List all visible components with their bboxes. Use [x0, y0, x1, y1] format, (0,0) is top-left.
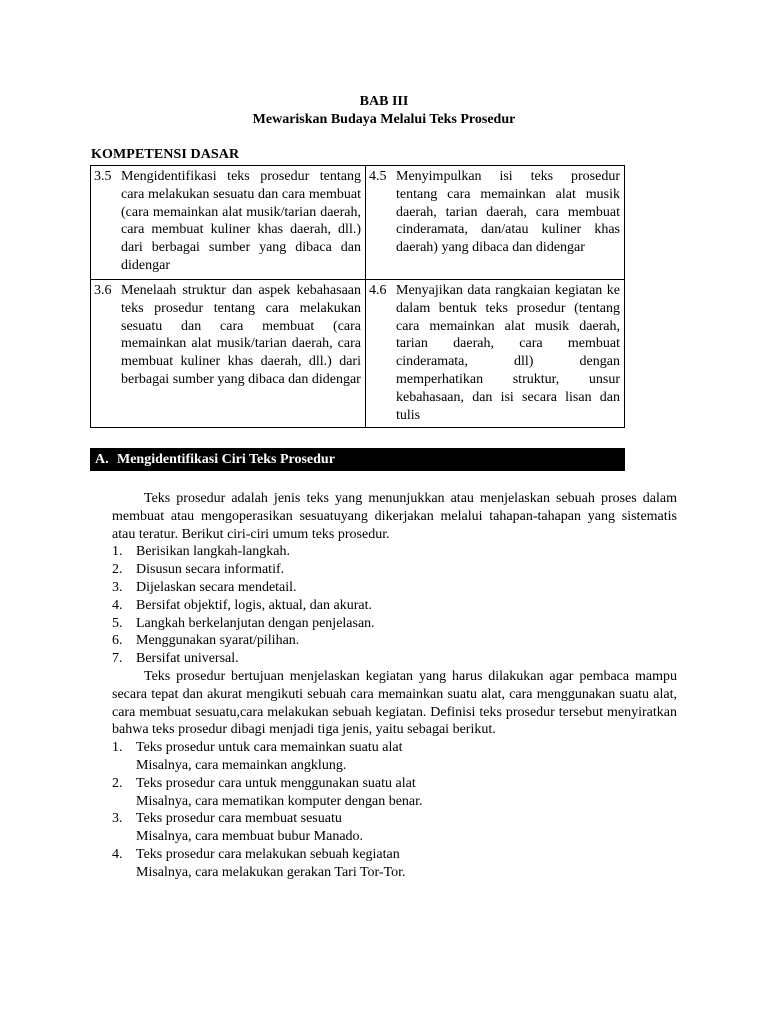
section-letter: A. [95, 451, 109, 467]
list-text: Dijelaskan secara mendetail. [136, 579, 297, 595]
list-text: Teks prosedur untuk cara memainkan suatu alat [136, 740, 403, 756]
list-text: Teks prosedur cara melakukan sebuah kegiatan [136, 846, 400, 862]
table-row [91, 280, 625, 428]
list-item [112, 810, 677, 846]
section-body [112, 490, 677, 882]
table-row [91, 166, 625, 280]
list-number: 6. [112, 633, 123, 649]
list-number: 5. [112, 615, 123, 631]
intro-paragraph: Teks prosedur adalah jenis teks yang menunjukkan atau menjelaskan sebuah proses dalam membuat atau mengoperasikan sesuatuyang dikerjakan melalui tahapan-tahapan yang sistematis atau teratur. Berikut ciri-ciri umum teks prosedur. [112, 491, 677, 542]
list-example: Misalnya, cara mematikan komputer dengan benar. [136, 793, 423, 809]
list-item [112, 739, 677, 775]
chapter-heading: BAB III [359, 94, 409, 109]
table-cell [91, 166, 366, 280]
kompetensi-heading: KOMPETENSI DASAR [91, 147, 240, 162]
kd-number: 4.5 [369, 169, 387, 184]
list-item [112, 615, 677, 633]
ciri-list [112, 543, 677, 668]
kd-text: Menelaah struktur dan aspek kebahasaan teks prosedur tentang cara melakukan sesuatu dan cara membuat (cara memainkan alat musik/tarian daerah, cara membuat kuliner khas daerah, dll.) dari berbagai sumber yang dibaca dan didengar [121, 283, 361, 387]
kd-text: Menyimpulkan isi teks prosedur tentang cara memainkan alat musik daerah, tarian daerah, cara membuat cinderamata, dan/atau kuliner khas daerah) yang dibaca dan didengar [396, 169, 620, 256]
list-item [112, 846, 677, 882]
list-text: Teks prosedur cara membuat sesuatu [136, 811, 342, 827]
kd-number: 3.5 [94, 169, 112, 184]
table-cell [91, 280, 366, 428]
list-number: 3. [112, 579, 123, 595]
list-text: Menggunakan syarat/pilihan. [136, 633, 300, 649]
list-number: 4. [112, 846, 123, 862]
list-item [112, 579, 677, 597]
list-item [112, 650, 677, 668]
list-item [112, 632, 677, 650]
kd-text: Menyajikan data rangkaian kegiatan ke dalam bentuk teks prosedur (tentang cara memainkan alat musik daerah, tarian daerah, cara membuat cinderamata, dll) dengan memperhatikan struktur, unsur kebahasaan, dan isi secara lisan dan tulis [396, 283, 620, 423]
section-title: Mengidentifikasi Ciri Teks Prosedur [117, 451, 335, 467]
list-number: 7. [112, 651, 123, 667]
purpose-paragraph: Teks prosedur bertujuan menjelaskan kegiatan yang harus dilakukan agar pembaca mampu secara tepat dan akurat mengikuti sebuah cara memainkan suatu alat, cara menggunakan suatu alat, cara membuat sesuatu,cara melakukan sebuah kegiatan. Definisi teks prosedur tersebut menyiratkan bahwa teks prosedur dibagi menjadi tiga jenis, yaitu sebagai berikut. [112, 668, 677, 738]
list-number: 1. [112, 740, 123, 756]
jenis-list [112, 739, 677, 881]
section-heading-bar [90, 448, 625, 471]
kd-number: 4.6 [369, 283, 387, 298]
list-number: 1. [112, 544, 123, 560]
kd-text: Mengidentifikasi teks prosedur tentang cara melakukan sesuatu dan cara membuat (cara memainkan alat musik/tarian daerah, cara membuat kuliner khas daerah, dll.) dari berbagai sumber yang dibaca dan didengar [121, 169, 361, 273]
list-example: Misalnya, cara melakukan gerakan Tari Tor-Tor. [136, 864, 406, 880]
list-example: Misalnya, cara memainkan angklung. [136, 757, 347, 773]
list-text: Langkah berkelanjutan dengan penjelasan. [136, 615, 375, 631]
list-example: Misalnya, cara membuat bubur Manado. [136, 829, 364, 845]
list-number: 4. [112, 597, 123, 613]
list-item [112, 543, 677, 561]
list-item [112, 775, 677, 811]
list-text: Teks prosedur cara untuk menggunakan suatu alat [136, 775, 416, 791]
list-item [112, 561, 677, 579]
list-text: Berisikan langkah-langkah. [136, 544, 290, 560]
list-text: Bersifat universal. [136, 651, 239, 667]
list-item [112, 597, 677, 615]
kompetensi-table [90, 165, 625, 428]
kd-number: 3.6 [94, 283, 112, 298]
list-text: Bersifat objektif, logis, aktual, dan akurat. [136, 597, 372, 613]
table-cell [366, 280, 625, 428]
list-number: 2. [112, 562, 123, 578]
chapter-title: Mewariskan Budaya Melalui Teks Prosedur [252, 112, 516, 127]
list-number: 3. [112, 811, 123, 827]
list-text: Disusun secara informatif. [136, 562, 285, 578]
table-cell [366, 166, 625, 280]
list-number: 2. [112, 775, 123, 791]
